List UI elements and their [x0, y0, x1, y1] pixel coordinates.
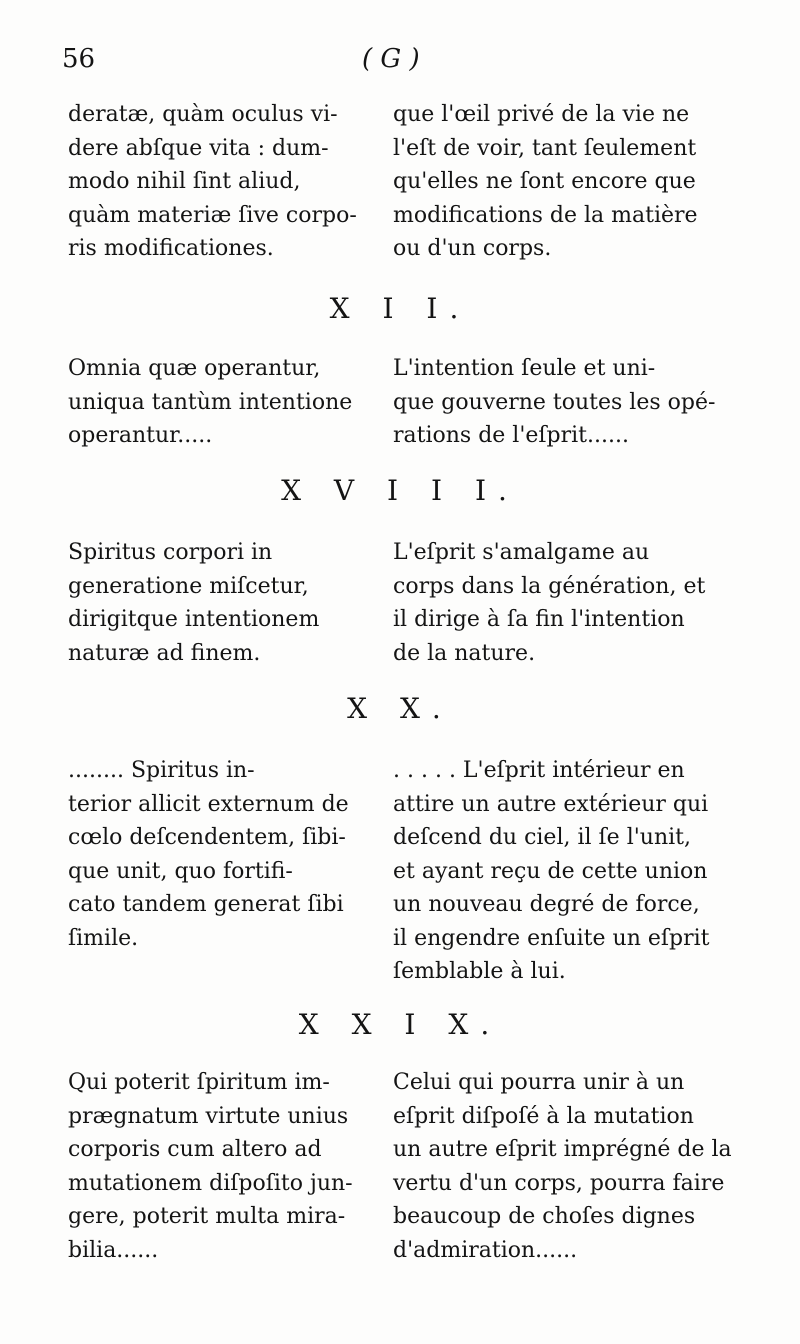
french-line: rations de l'eſprit...... — [393, 423, 629, 448]
latin-line: terior allicit externum de — [68, 791, 349, 817]
latin-line: quàm materiæ ſive corpo- — [68, 202, 357, 228]
french-line: ou d'un corps. — [393, 236, 552, 261]
french-line: un nouveau degré de force, — [393, 892, 700, 917]
latin-column — [68, 754, 360, 989]
french-line: qu'elles ne ſont encore que — [393, 169, 696, 194]
page-header — [62, 44, 720, 84]
latin-line: deratæ, quàm oculus vi- — [68, 102, 338, 127]
latin-column — [68, 1066, 360, 1267]
latin-line: uniqua tantùm intentione — [68, 389, 353, 415]
french-line: et ayant reçu de cette union — [393, 858, 708, 884]
french-column — [393, 98, 738, 266]
french-line: l'eſt de voir, tant ſeulement — [393, 135, 697, 161]
french-column — [393, 1066, 738, 1267]
french-line: L'eſprit s'amalgame au — [393, 540, 650, 565]
latin-line: gere, poterit multa mira- — [68, 1204, 346, 1229]
latin-line: Spiritus corpori in — [68, 540, 273, 565]
french-line: il dirige à ſa fin l'intention — [393, 607, 685, 632]
section-xviii — [68, 536, 738, 670]
section-xx — [68, 754, 738, 989]
latin-line: dirigitque intentionem — [68, 607, 320, 632]
french-line: deſcend du ciel, il ſe l'unit, — [393, 825, 691, 850]
french-line: il engendre enſuite un eſprit — [393, 925, 710, 951]
latin-line: corporis cum altero ad — [68, 1137, 322, 1162]
latin-line: Omnia quæ operantur, — [68, 356, 321, 381]
french-line: vertu d'un corps, pourra faire — [393, 1170, 725, 1196]
latin-line: modo nihil ſint aliud, — [68, 169, 301, 194]
french-line: que l'œil privé de la vie ne — [393, 102, 690, 127]
french-line: d'admiration...... — [393, 1237, 578, 1263]
latin-line: ris modificationes. — [68, 236, 274, 261]
french-line: attire un autre extérieur qui — [393, 791, 709, 817]
latin-line: bilia...... — [68, 1237, 159, 1263]
french-line: que gouverne toutes les opé- — [393, 389, 716, 415]
latin-line: operantur..... — [68, 423, 213, 448]
latin-line: naturæ ad finem. — [68, 640, 261, 666]
latin-line: que unit, quo fortifi- — [68, 858, 293, 884]
latin-column — [68, 98, 360, 266]
latin-column — [68, 536, 360, 670]
french-column — [393, 754, 738, 989]
latin-line: ſimile. — [68, 925, 139, 951]
latin-line: cœlo deſcendentem, ſibi- — [68, 825, 346, 850]
latin-line: prægnatum virtute unius — [68, 1103, 349, 1129]
french-line: corps dans la génération, et — [393, 573, 706, 599]
section-heading: X X. — [347, 692, 453, 725]
french-line: . . . . . L'eſprit intérieur en — [393, 758, 685, 783]
section-heading: X I I. — [329, 292, 471, 325]
running-head: ( G ) — [362, 44, 420, 74]
latin-line: cato tandem generat ſibi — [68, 892, 344, 917]
french-line: eſprit diſpoſé à la mutation — [393, 1103, 694, 1129]
section-xii — [68, 352, 738, 453]
section-xxix — [68, 1066, 738, 1267]
french-line: beaucoup de choſes dignes — [393, 1204, 696, 1229]
french-line: de la nature. — [393, 640, 536, 666]
page-number: 56 — [62, 44, 96, 74]
section-continuation — [68, 98, 738, 266]
french-line: ſemblable à lui. — [393, 959, 566, 984]
french-column — [393, 352, 738, 453]
latin-column — [68, 352, 360, 453]
latin-line: Qui poterit ſpiritum im- — [68, 1070, 330, 1095]
french-line: L'intention ſeule et uni- — [393, 356, 656, 381]
section-heading: X X I X. — [298, 1008, 502, 1041]
french-line: modifications de la matière — [393, 202, 698, 228]
section-heading: X V I I I. — [281, 474, 519, 507]
french-column — [393, 536, 738, 670]
french-line: Celui qui pourra unir à un — [393, 1070, 685, 1095]
latin-line: dere abſque vita : dum- — [68, 135, 329, 161]
french-line: un autre eſprit imprégné de la — [393, 1137, 732, 1162]
latin-line: ........ Spiritus in- — [68, 758, 255, 783]
latin-line: generatione miſcetur, — [68, 573, 309, 599]
latin-line: mutationem diſpoſito jun- — [68, 1170, 353, 1196]
